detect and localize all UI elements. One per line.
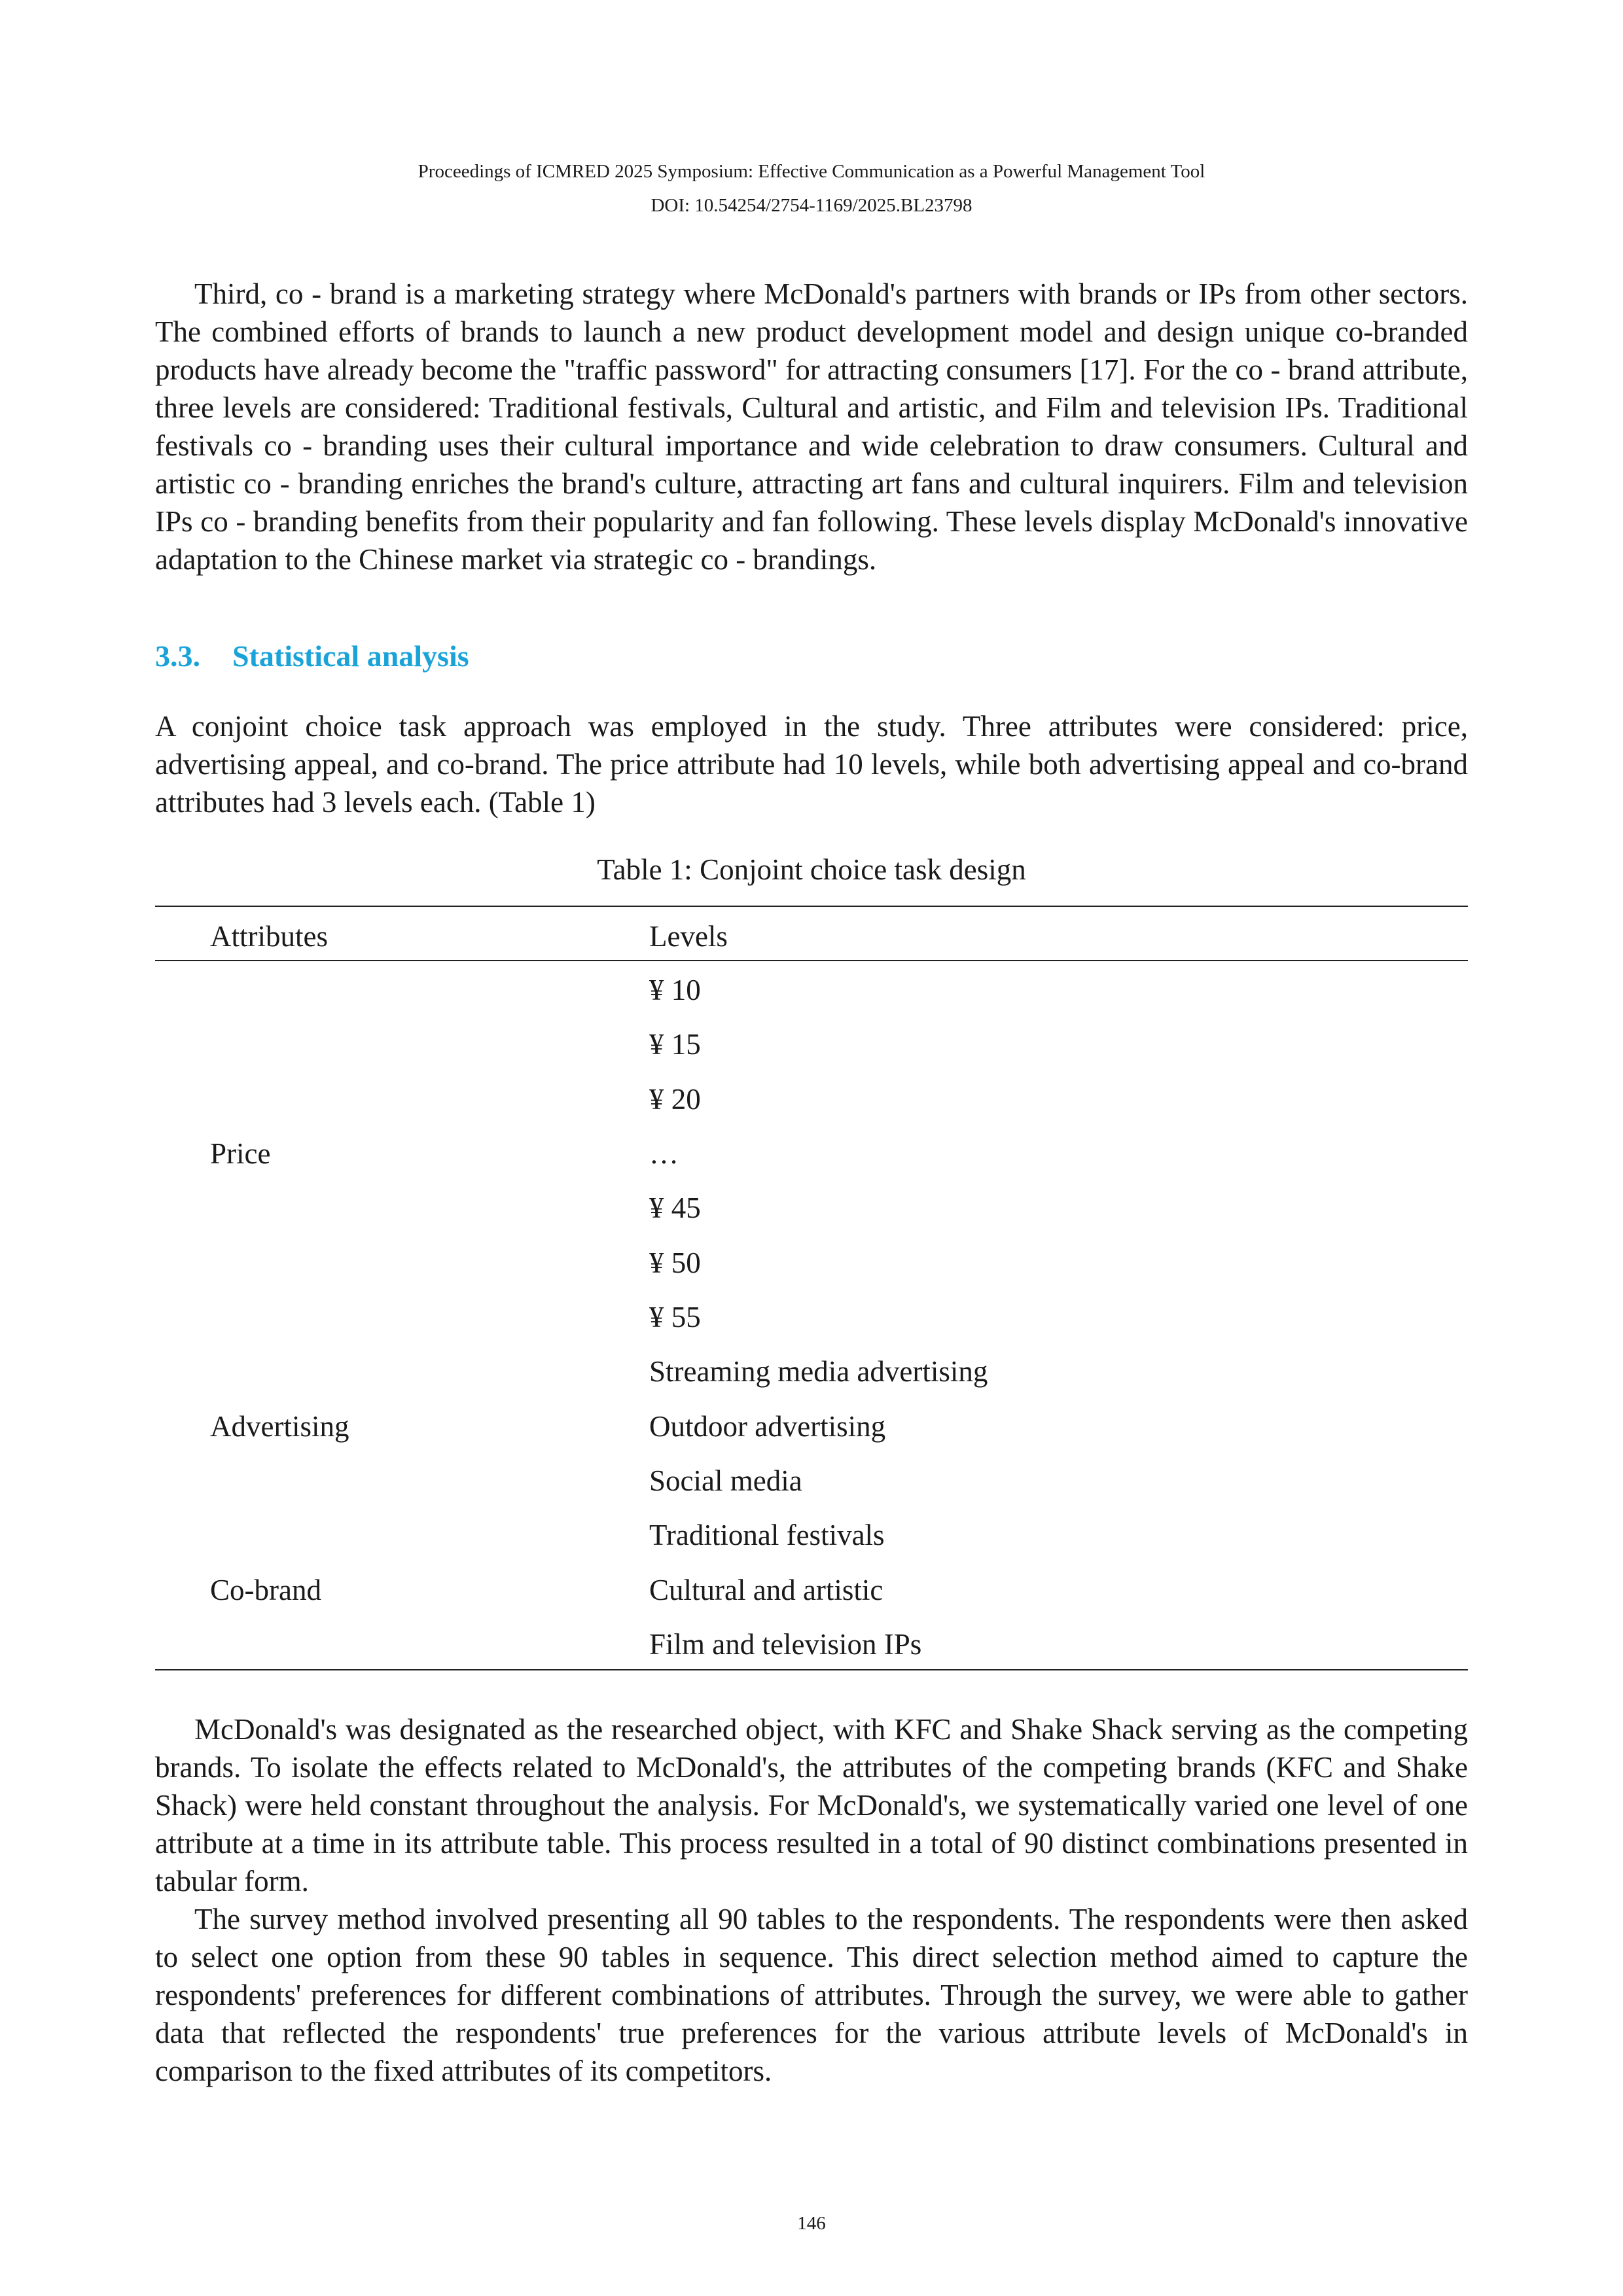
table-level-price-55: ¥ 55 <box>649 1301 701 1333</box>
running-header-doi: DOI: 10.54254/2754-1169/2025.BL23798 <box>651 195 972 216</box>
table-level-price-50: ¥ 50 <box>649 1246 701 1279</box>
table-level-streaming-media: Streaming media advertising <box>649 1355 988 1388</box>
table-level-film-tv-ips: Film and television IPs <box>649 1628 922 1661</box>
table-header-rule <box>155 960 1468 961</box>
paragraph-conjoint-intro: A conjoint choice task approach was employed in the study. Three attributes were considered: price, advertising appeal, and co-brand. The price attribute had 10 levels, while both advertising appeal and co-brand attributes had 3 levels each. (Table 1) <box>155 710 1468 819</box>
table-top-rule <box>155 906 1468 907</box>
section-title: Statistical analysis <box>232 639 469 673</box>
table-level-cultural-artistic: Cultural and artistic <box>649 1574 883 1606</box>
table-level-price-20: ¥ 20 <box>649 1083 701 1116</box>
paragraph-research-object: McDonald's was designated as the researched object, with KFC and Shake Shack serving as the competing brands. To isolate the effects related to McDonald's, the attributes of the competing brands (KFC and Shake Shack) were held constant throughout the analysis. For McDonald's, we systematically varied one level of one attribute at a time in its attribute table. This process resulted in a total of 90 distinct combinations presented in tabular form. <box>155 1713 1468 1898</box>
table-level-price-15: ¥ 15 <box>649 1028 701 1061</box>
table-attribute-advertising: Advertising <box>210 1410 349 1443</box>
paragraph-co-brand: Third, co - brand is a marketing strategy where McDonald's partners with brands or IPs from other sectors. The combined efforts of brands to launch a new product development model and design unique co-branded products have already become the "traffic password" for attracting consumers [17]. For the co - brand attribute, three levels are considered: Traditional festivals, Cultural and artistic, and Film and television IPs. Traditional festivals co - branding uses their cultural importance and wide celebration to draw consumers. Cultural and artistic co - branding enriches the brand's culture, attracting art fans and cultural inquirers. Film and television IPs co - branding benefits from their popularity and fan following. These levels display McDonald's innovative adaptation to the Chinese market via strategic co - brandings. <box>155 277 1468 576</box>
section-heading <box>155 639 469 673</box>
paragraph-survey-method: The survey method involved presenting all 90 tables to the respondents. The respondents were then asked to select one option from these 90 tables in sequence. This direct selection method aimed to capture the respondents' preferences for different combinations of attributes. Through the survey, we were able to gather data that reflected the respondents' true preferences for the various attribute levels of McDonald's in comparison to the fixed attributes of its competitors. <box>155 1903 1468 2087</box>
table-attribute-price: Price <box>210 1137 271 1170</box>
table-level-price-10: ¥ 10 <box>649 974 701 1006</box>
table-level-ellipsis: … <box>649 1137 679 1170</box>
table-level-price-45: ¥ 45 <box>649 1192 701 1224</box>
table-header-attributes: Attributes <box>210 920 328 953</box>
table-caption: Table 1: Conjoint choice task design <box>597 853 1026 886</box>
table-bottom-rule <box>155 1669 1468 1670</box>
page-number: 146 <box>797 2213 826 2234</box>
table-header-levels: Levels <box>649 920 728 953</box>
section-number: 3.3. <box>155 639 200 673</box>
table-level-outdoor: Outdoor advertising <box>649 1410 886 1443</box>
running-header-title: Proceedings of ICMRED 2025 Symposium: Effective Communication as a Powerful Management Tool <box>418 161 1205 182</box>
table-level-traditional-festivals: Traditional festivals <box>649 1519 885 1551</box>
table-level-social-media: Social media <box>649 1464 802 1497</box>
table-attribute-co-brand: Co-brand <box>210 1574 321 1606</box>
